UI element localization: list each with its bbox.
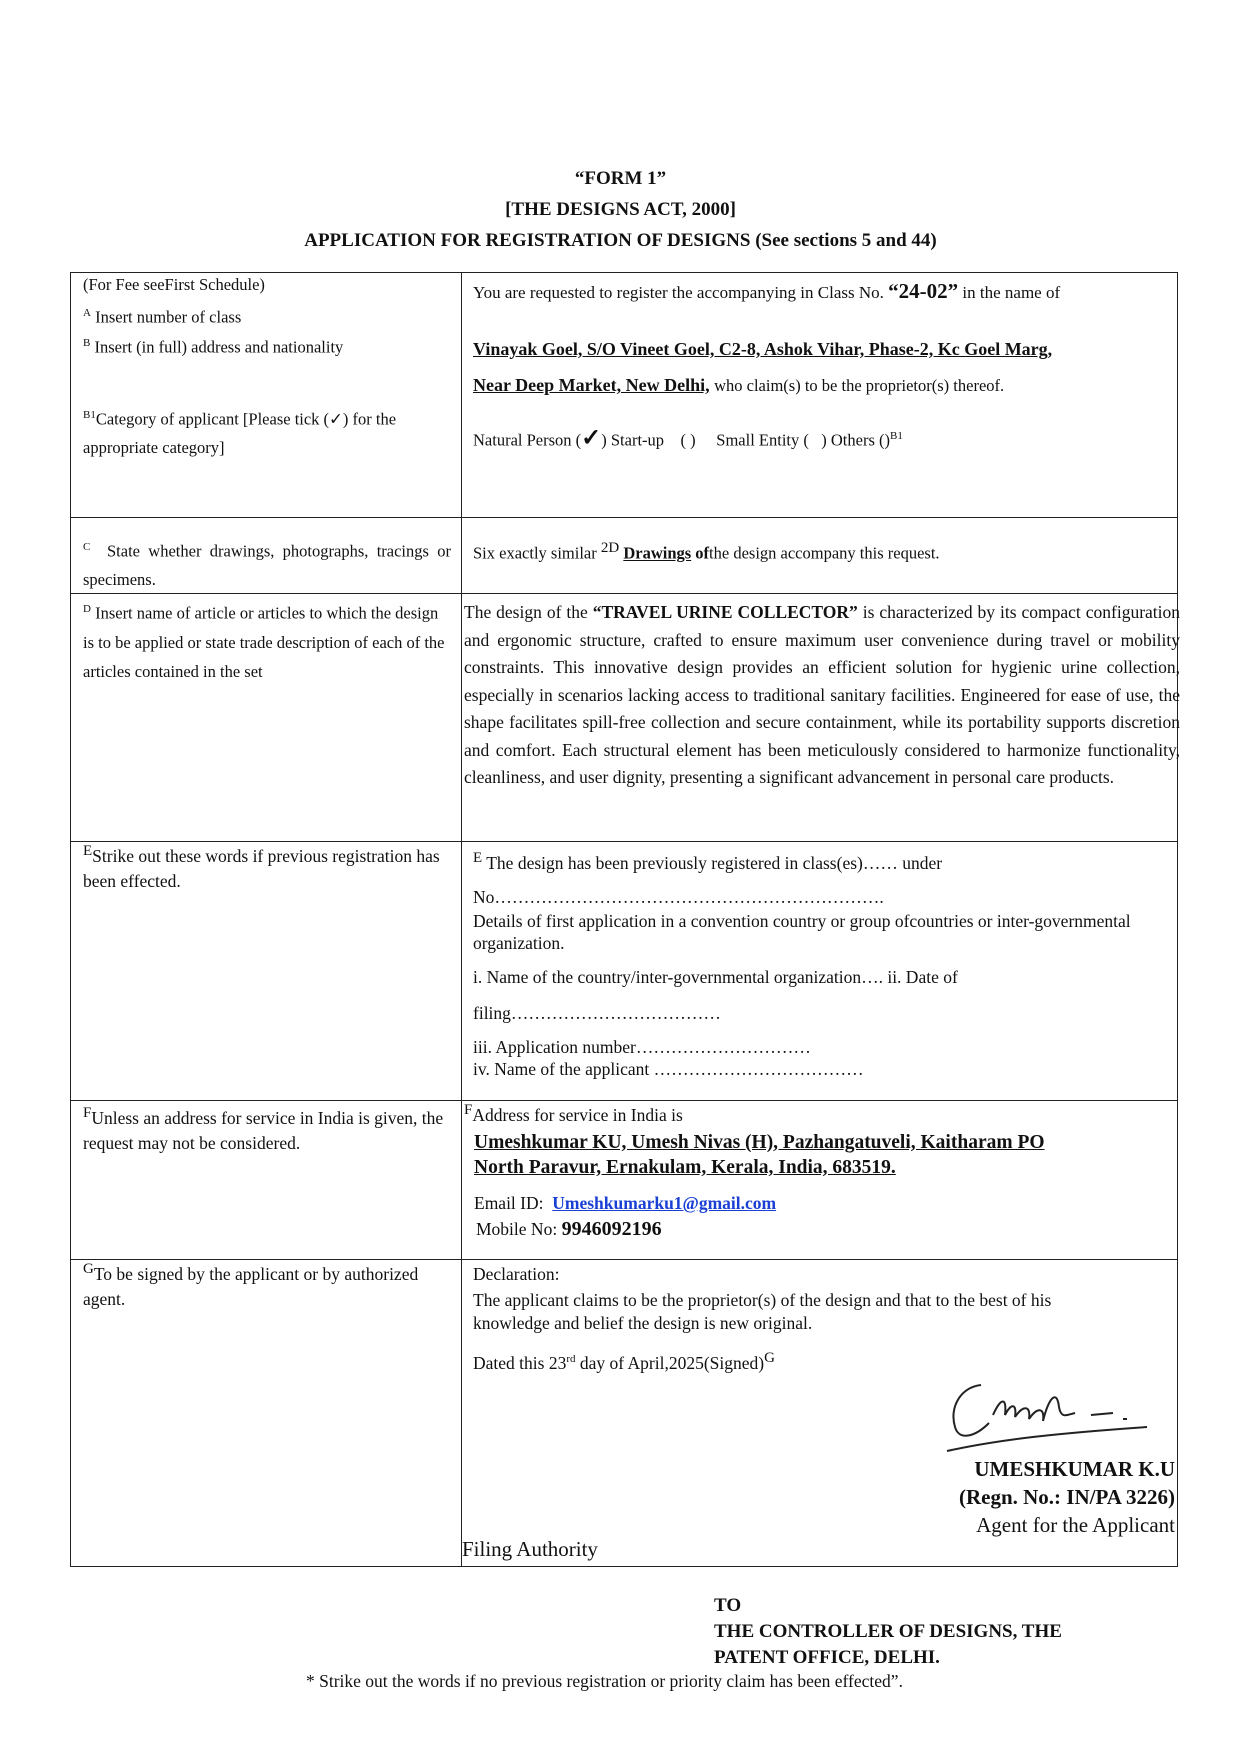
service-address: $^F$Address for service in India is Umeshkumar KU, Umesh Nivas (H), Pazhangatuveli, Kaitharam PO North Paravur, Ernakulam, Kerala, India, 683519. Email ID: Umeshkumarku1@gmail.com Mobile No: 9946092196 (464, 1099, 1180, 1240)
instruction-d: $^D$ Insert name of article or articles to which the design is to be applied or state trade description of each of the articles contained in the set (83, 603, 445, 681)
agent-role: Agent for the Applicant (976, 1513, 1175, 1537)
footer-note: * Strike out the words if no previous registration or priority claim has been effected”. (306, 1671, 903, 1691)
instruction-c: $^C$ State whether drawings, photographs, tracings or specimens. (83, 541, 451, 589)
class-number: “24-02” (888, 279, 959, 303)
filing-authority: Filing Authority (462, 1537, 598, 1561)
signature (941, 1367, 1171, 1467)
previous-registration: $^E$ The design has been previously registered in class(es)…… under No…………………………………………………………. Details of first application in a convention country or group ofcountries or inter-governmental organization. i. Name of the country/inter-governmental organization…. ii. Date of filing……………………………… iii. Application number………………………… iv. Name of the applicant ……………………………… (473, 850, 1131, 1079)
instruction-b1: $^{B1}$Category of applicant [Please tick (✓) for the appropriate category] (83, 409, 397, 457)
applicant-category: Natural Person (✓) Start-up ( ) Small Entity ( ) Others ()$^{B1}$ (473, 425, 903, 452)
fee-note: (For Fee seeFirst Schedule) (83, 275, 265, 294)
article-name: “TRAVEL URINE COLLECTOR” (592, 602, 858, 622)
form-title: APPLICATION FOR REGISTRATION OF DESIGNS (See sections 5 and 44) (304, 230, 937, 251)
act-title: [THE DESIGNS ACT, 2000] (505, 199, 736, 220)
mobile-number: 9946092196 (561, 1217, 662, 1240)
instruction-f: $^F$Unless an address for service in India is given, the request may not be considered. (83, 1105, 444, 1153)
applicant-address: Vinayak Goel, S/O Vineet Goel, C2-8, Ashok Vihar, Phase-2, Kc Goel Marg, Near Deep Market, New Delhi, who claim(s) to be the proprietor(s) thereof. (473, 339, 1053, 395)
register-request: You are requested to register the accompanying in Class No. “24-02” in the name of (473, 279, 1061, 303)
application-table (70, 272, 1181, 1567)
instruction-b: $^B$ Insert (in full) address and nationality (83, 337, 344, 357)
agent-registration: (Regn. No.: IN/PA 3226) (958, 1485, 1175, 1509)
instruction-a: $^A$ Insert number of class (83, 307, 242, 327)
email-link[interactable]: Umeshkumarku1@gmail.com (552, 1192, 777, 1213)
article-description: The design of the “TRAVEL URINE COLLECTOR” is characterized by its compact configuration and ergonomic structure, crafted to ensure maximum user convenience during travel or mobility constraints. This innovative design provides an efficient solution for hygienic urine collection, especially in scenarios lacking access to traditional sanitary facilities. Engineered for ease of use, the shape facilitates spill-free collection and secure containment, while its portability supports discretion and comfort. Each structural element has been meticulously considered to harmonize functionality, cleanliness, and user dignity, presenting a significant advancement in personal care products. (464, 602, 1181, 787)
row-divider (71, 517, 1177, 518)
tick-icon: ✓ (581, 425, 602, 452)
agent-name: UMESHKUMAR K.U (974, 1457, 1175, 1481)
instruction-e: $^E$Strike out these words if previous registration has been effected. (83, 843, 440, 891)
footer-to: TO THE CONTROLLER OF DESIGNS, THE PATENT OFFICE, DELHI. (714, 1595, 1062, 1668)
column-divider (461, 273, 462, 1566)
agent-address: Umeshkumar KU, Umesh Nivas (H), Pazhangatuveli, Kaitharam PO North Paravur, Ernakulam, Kerala, India, 683519. (474, 1131, 1045, 1178)
drawings-statement: Six exactly similar $^{2D}$ Drawings ofthe design accompany this request. (473, 540, 940, 563)
instruction-g: $^G$To be signed by the applicant or by authorized agent. (83, 1261, 419, 1309)
declaration: Declaration: The applicant claims to be the proprietor(s) of the design and that to the best of his knowledge and belief the design is new original. Dated this 23rd day of April,2025(Signed)$^G$ (473, 1264, 1052, 1373)
form-number: “FORM 1” (574, 168, 667, 189)
